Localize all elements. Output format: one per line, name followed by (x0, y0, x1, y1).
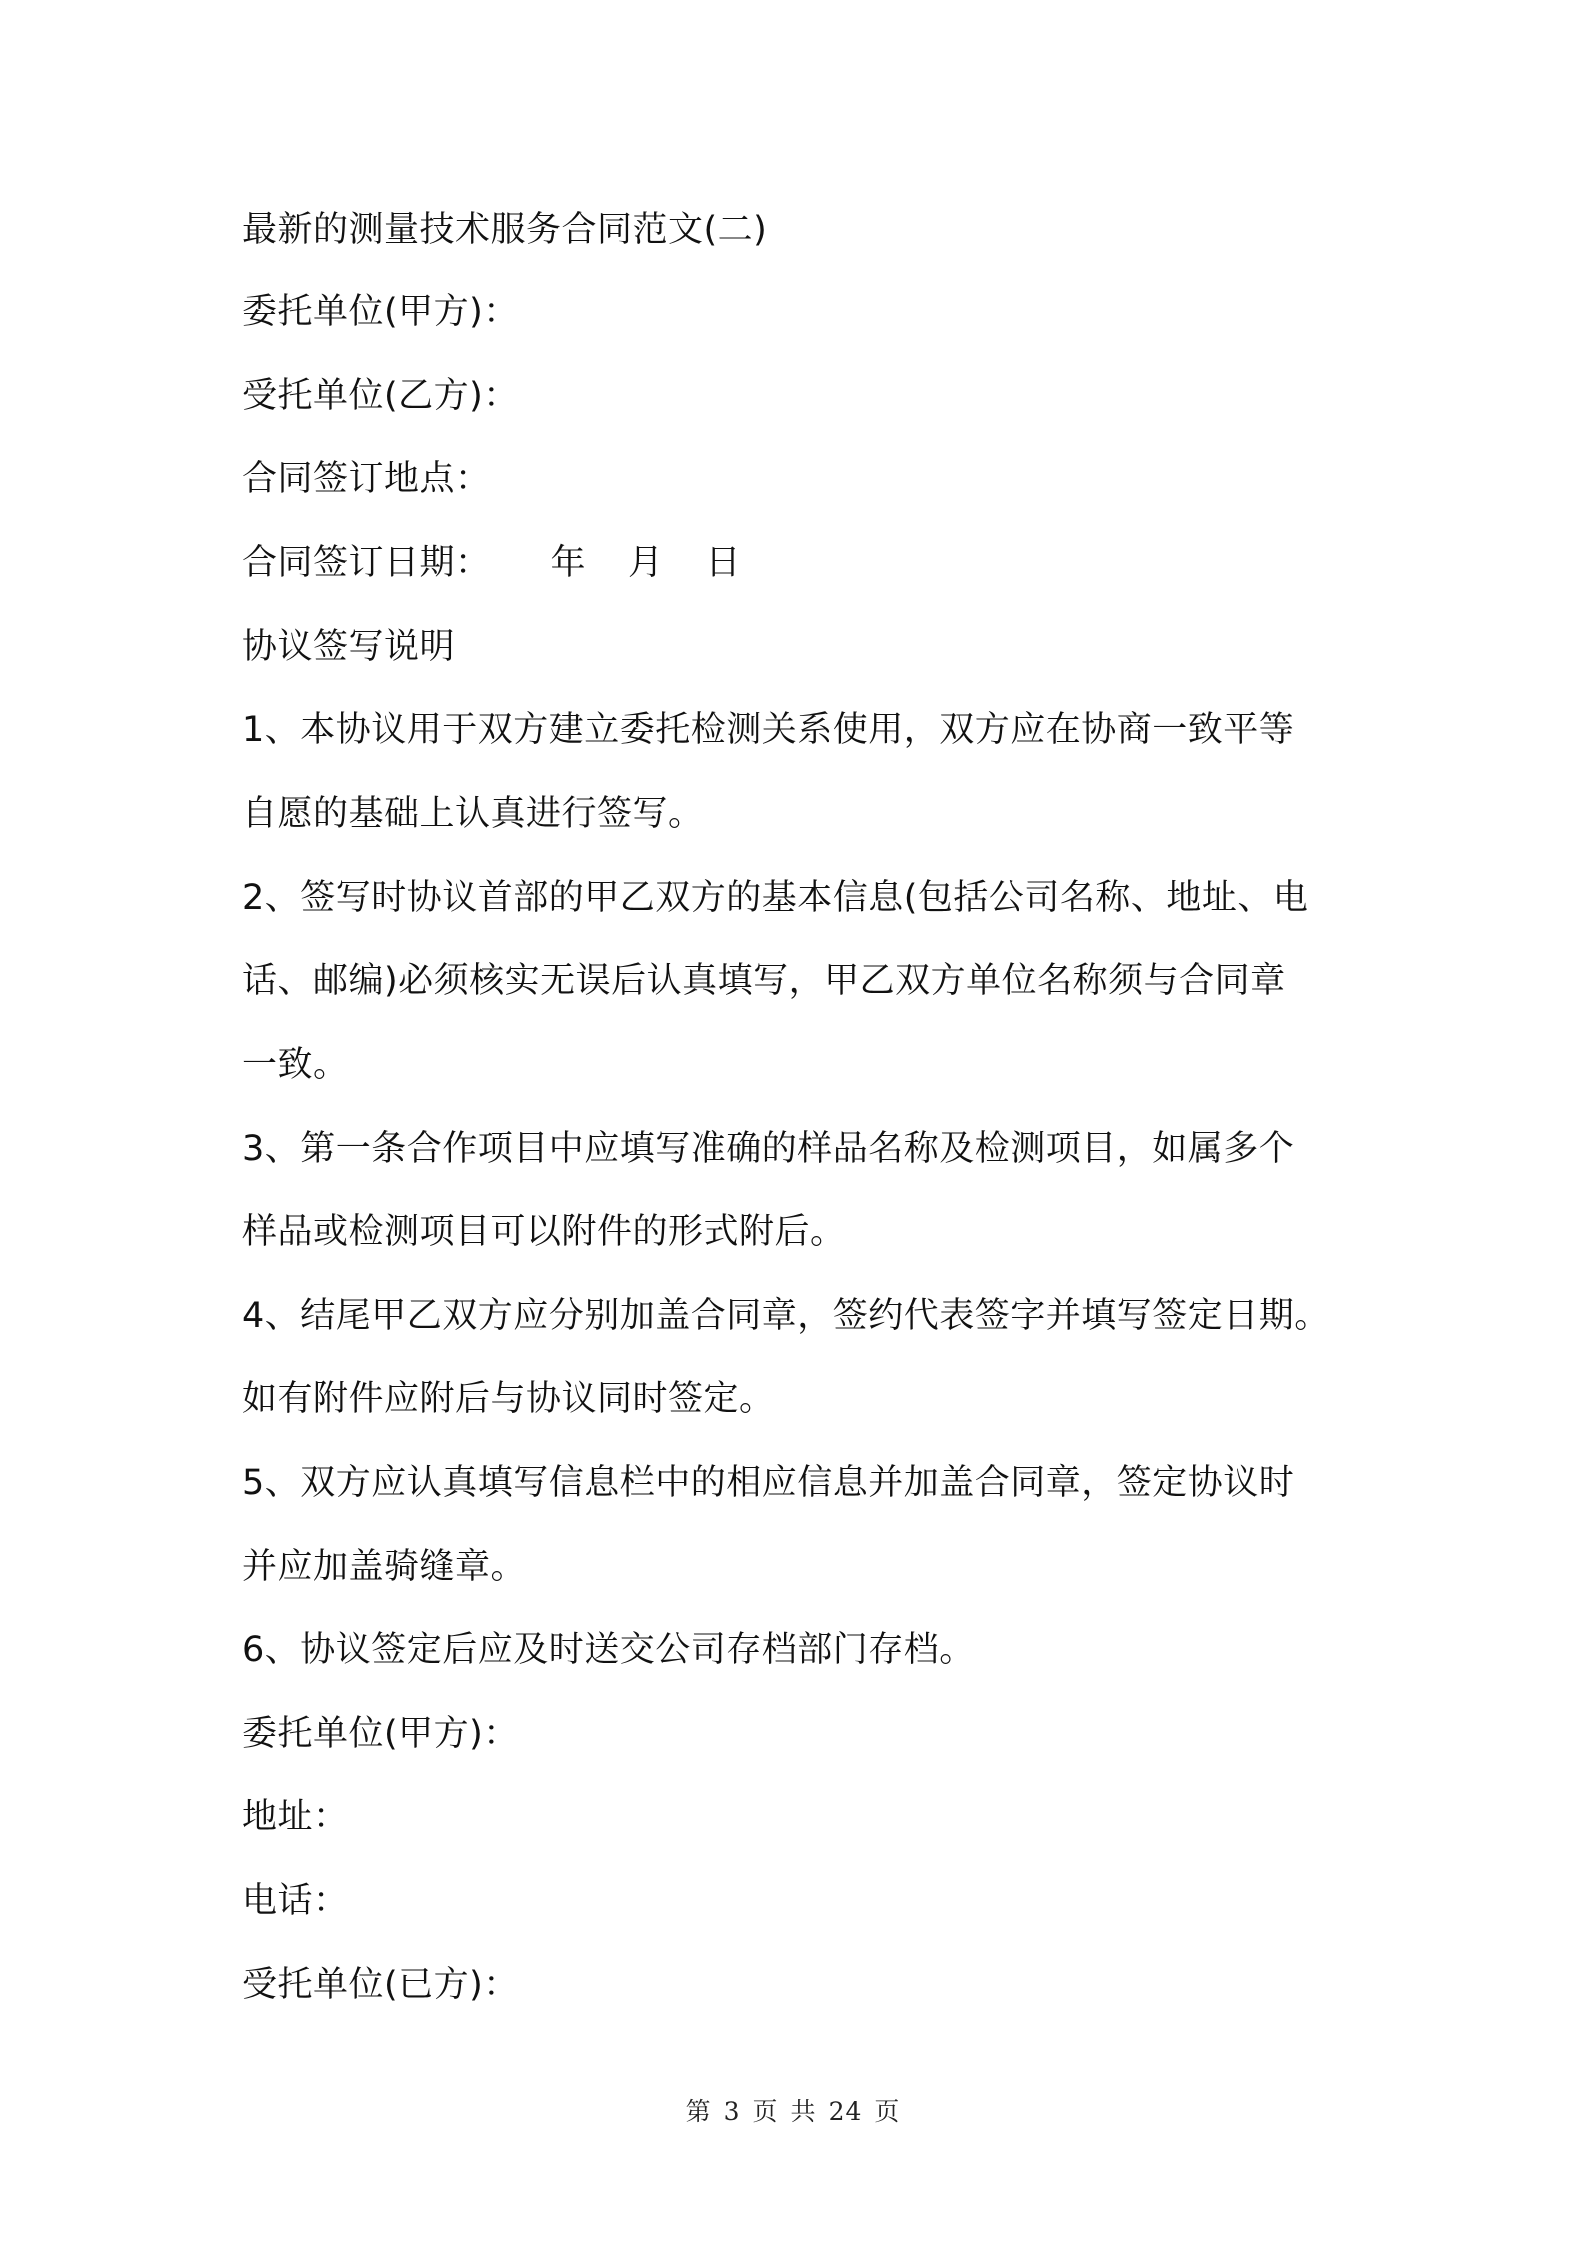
footer-contractor-party-field: 受托单位(已方)： (242, 1965, 519, 2005)
signing-date-label: 合同签订日期： (242, 543, 491, 583)
page-number: 3 (723, 2097, 741, 2126)
year-label: 年 (550, 543, 587, 583)
page-footer (0, 2092, 1586, 2128)
contractor-party-b-field: 受托单位(乙方)： (242, 376, 519, 416)
instruction-line: 如有附件应附后与协议同时签定。 (242, 1379, 775, 1419)
address-field: 地址： (242, 1797, 349, 1837)
signing-date-field (242, 539, 741, 587)
instruction-line: 自愿的基础上认真进行签写。 (242, 794, 704, 834)
instruction-line: 并应加盖骑缝章。 (242, 1547, 527, 1587)
instruction-line: 3、第一条合作项目中应填写准确的样品名称及检测项目，如属多个 (242, 1129, 1295, 1169)
instruction-line: 1、本协议用于双方建立委托检测关系使用，双方应在协商一致平等 (242, 710, 1295, 750)
document-title: 最新的测量技术服务合同范文(二) (242, 210, 768, 250)
month-label: 月 (628, 543, 664, 583)
footer-ye: 页 (752, 2097, 779, 2126)
instruction-line: 6、协议签定后应及时送交公司存档部门存档。 (242, 1630, 975, 1670)
signing-place-field: 合同签订地点： (242, 459, 491, 499)
instruction-line: 一致。 (242, 1045, 349, 1085)
day-label: 日 (705, 543, 742, 583)
phone-field: 电话： (242, 1881, 349, 1921)
footer-gong: 共 (790, 2097, 817, 2126)
footer-di: 第 (685, 2097, 712, 2126)
footer-ye2: 页 (874, 2097, 901, 2126)
instruction-line: 5、双方应认真填写信息栏中的相应信息并加盖合同章，签定协议时 (242, 1463, 1295, 1503)
footer-client-party-a-field: 委托单位(甲方)： (242, 1714, 519, 1754)
total-pages: 24 (828, 2097, 863, 2126)
instruction-line: 4、结尾甲乙双方应分别加盖合同章，签约代表签字并填写签定日期。 (242, 1296, 1330, 1336)
client-party-a-field: 委托单位(甲方)： (242, 292, 519, 332)
instruction-line: 样品或检测项目可以附件的形式附后。 (242, 1212, 846, 1252)
instruction-line: 2、签写时协议首部的甲乙双方的基本信息(包括公司名称、地址、电 (242, 878, 1309, 918)
instruction-line: 话、邮编)必须核实无误后认真填写，甲乙双方单位名称须与合同章 (242, 961, 1286, 1001)
instructions-heading: 协议签写说明 (242, 627, 456, 667)
